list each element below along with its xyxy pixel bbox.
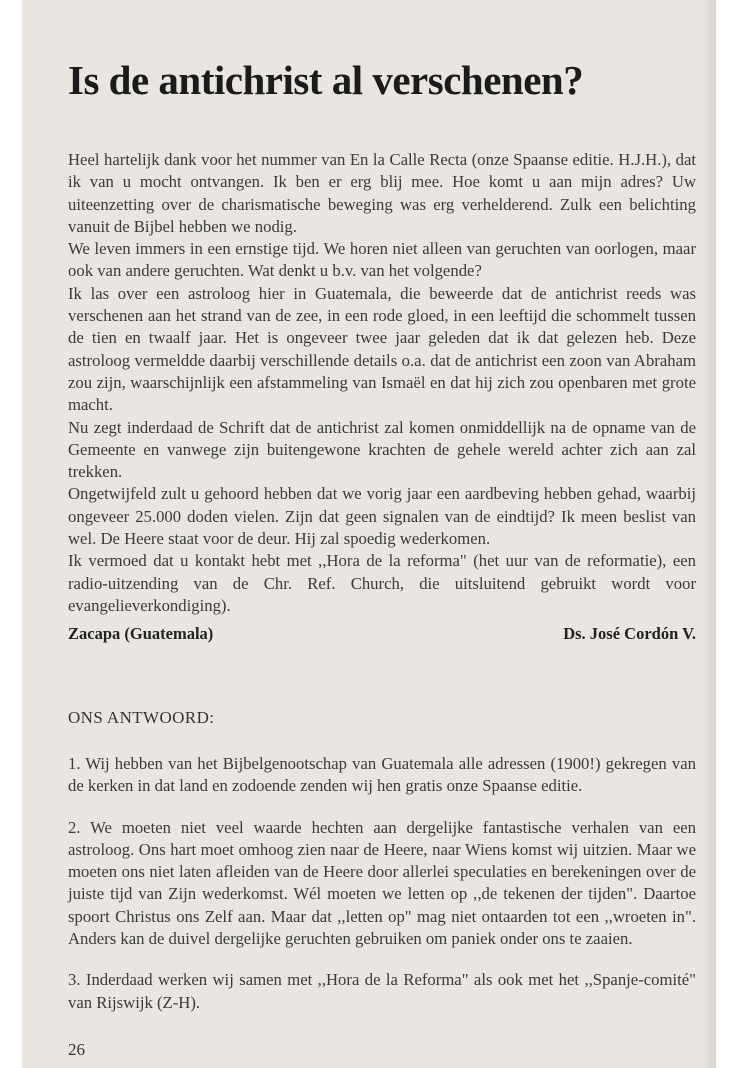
answer-item: 2. We moeten niet veel waarde hechten aan dergelijke fantastische verhalen van een astroloog. Ons hart moet omhoog zien naar de Heere, naar Wiens komst wij uitzien. Maar we moeten ons niet laten afleiden van de Heere door allerlei speculaties en berekeningen over de juiste tijd van Zijn wederkomst. Wél moeten we letten op ,,de tekenen der tijden". Daartoe spoort Christus ons Zelf aan. Maar dat ,,letten op" mag niet ontaarden tot een ,,wroeten in". Anders kan de duivel dergelijke geruchten gebruiken om paniek onder ons te zaaien. [68,817,696,949]
answer-item: 3. Inderdaad werken wij samen met ,,Hora de la Reforma" als ook met het ,,Spanje-comité" van Rijswijk (Z-H). [68,970,696,1012]
page-title: Is de antichrist al verschenen? [68,57,584,103]
page-edge-shadow [702,0,716,1068]
letter-paragraph: Ongetwijfeld zult u gehoord hebben dat we vorig jaar een aardbeving hebben gehad, waarbij ongeveer 25.000 doden vielen. Zijn dat geen signalen van de eindtijd? Ik meen beslist van wel. De Heere staat voor de deur. Hij zal spoedig wederkomen. [68,484,696,549]
letter-paragraph: Nu zegt inderdaad de Schrift dat de antichrist zal komen onmiddellijk na de opname van de Gemeente en vanwege zijn buitengewone krachten de gehele wereld achter zich aan zal trekken. [68,417,696,482]
answer-body [68,753,696,1033]
page-number: 26 [68,1040,85,1059]
letter-paragraph: Heel hartelijk dank voor het nummer van En la Calle Recta (onze Spaanse editie. H.J.H.), dat ik van u mocht ontvangen. Ik ben er erg blij mee. Hoe komt u aan mijn adres? Uw uiteenzetting over de charismatische beweging was erg verhelderend. Zulk een belichting vanuit de Bijbel hebben we nodig. [68,150,696,236]
signature-place: Zacapa (Guatemala) [68,624,214,643]
letter-paragraph: Ik las over een astroloog hier in Guatemala, die beweerde dat de antichrist reeds was verschenen aan het strand van de zee, in een rode gloed, in een leeftijd die schommelt tussen de tien en twaalf jaar. Het is ongeveer twee jaar geleden dat ik dat gelezen heb. Deze astroloog vermeldde daarbij verschillende details o.a. dat de antichrist een zoon van Abraham zou zijn, waarschijnlijk een afstammeling van Ismaël en dat hij zich zou openbaren met grote macht. [68,283,696,415]
answer-item: 1. Wij hebben van het Bijbelgenootschap van Guatemala alle adressen (1900!) gekregen van de kerken in dat land en zodoende zenden wij hen gratis onze Spaanse editie. [68,754,696,796]
answer-heading: ONS ANTWOORD: [68,708,215,727]
page [22,0,716,1068]
letter-body [68,149,696,617]
letter-paragraph: Ik vermoed dat u kontakt hebt met ,,Hora de la reforma" (het uur van de reformatie), een radio-uitzending van de Chr. Ref. Church, die uitsluitend gebruikt wordt voor evangelieverkondiging). [68,551,696,615]
letter-paragraph: We leven immers in een ernstige tijd. We horen niet alleen van geruchten van oorlogen, maar ook van andere geruchten. Wat denkt u b.v. van het volgende? [68,239,696,281]
signature-author: Ds. José Cordón V. [563,624,696,643]
